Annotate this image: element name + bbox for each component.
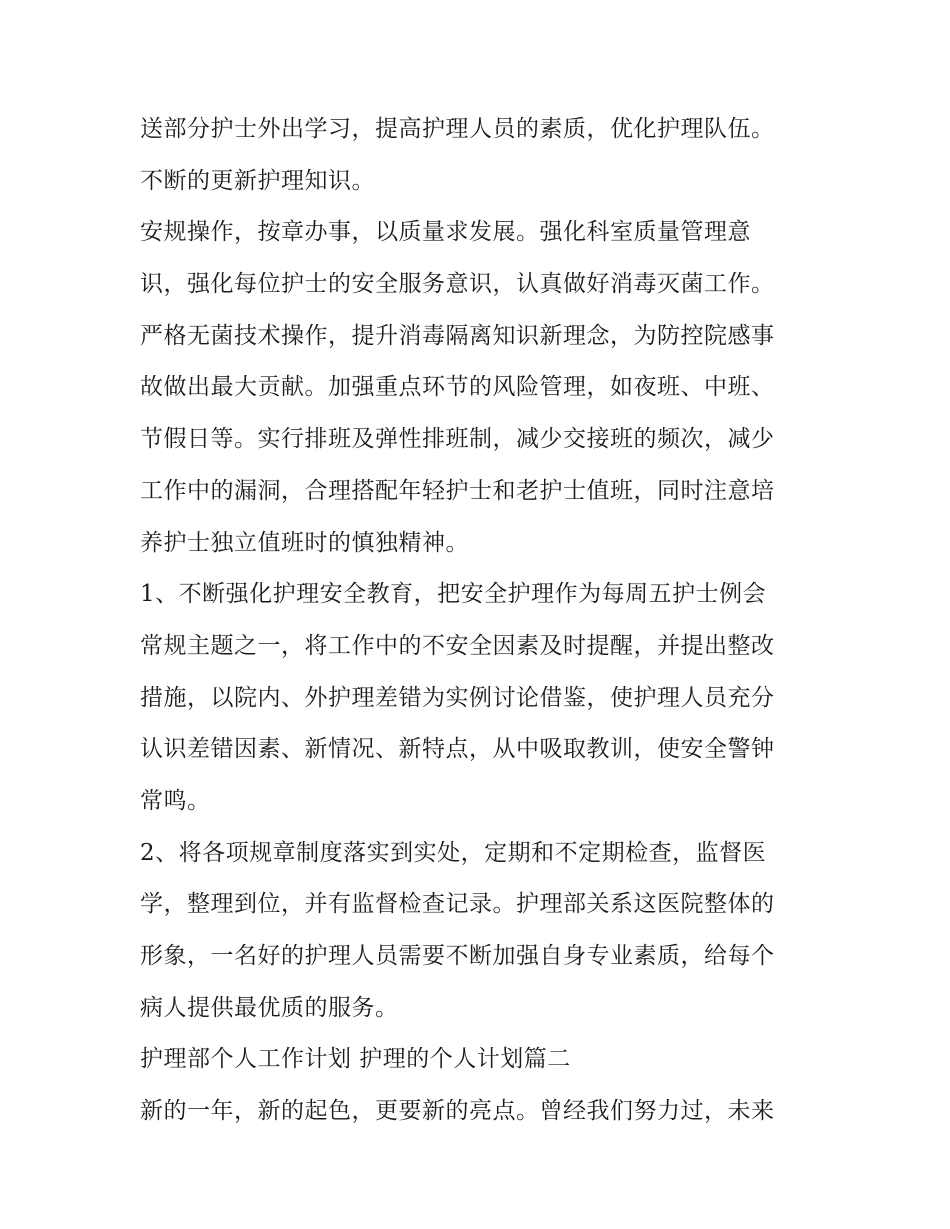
list-item-2-line: 形象，一名好的护理人员需要不断加强自身专业素质，给每个 — [140, 943, 775, 969]
text-line: 养护士独立值班时的慎独精神。 — [140, 529, 469, 556]
section-heading: 护理部个人工作计划 护理的个人计划篇二 — [140, 1046, 571, 1073]
text-line: 故做出最大贡献。加强重点环节的风险管理，如夜班、中班、 — [140, 374, 775, 401]
list-item-2-line: 2、将各项规章制度落实到实处，定期和不定期检查，监督医 — [140, 839, 767, 866]
text-line: 不断的更新护理知识。 — [140, 167, 375, 194]
text-line: 节假日等。实行排班及弹性排班制，减少交接班的频次，减少 — [140, 426, 775, 453]
text-line: 识，强化每位护士的安全服务意识，认真做好消毒灭菌工作。 — [140, 271, 775, 298]
list-item-2-line: 病人提供最优质的服务。 — [140, 994, 399, 1021]
list-item-1-line: 常规主题之一，将工作中的不安全因素及时提醒，并提出整改 — [140, 632, 775, 659]
text-line: 严格无菌技术操作，提升消毒隔离知识新理念，为防控院感事 — [140, 322, 775, 349]
list-item-2-line: 学，整理到位，并有监督检查记录。护理部关系这医院整体的 — [140, 891, 775, 918]
text-line: 安规操作，按章办事，以质量求发展。强化科室质量管理意 — [140, 219, 751, 246]
text-line: 送部分护士外出学习，提高护理人员的素质，优化护理队伍。 — [140, 116, 775, 142]
list-item-1-line: 1、不断强化护理安全教育，把安全护理作为每周五护士例会 — [140, 581, 767, 608]
document-body — [140, 104, 820, 1138]
text-line: 工作中的漏洞，合理搭配年轻护士和老护士值班，同时注意培 — [140, 477, 775, 504]
list-item-1-line: 常鸣。 — [140, 787, 211, 814]
list-item-1-line: 措施，以院内、外护理差错为实例讨论借鉴，使护理人员充分 — [140, 684, 775, 711]
list-item-1-line: 认识差错因素、新情况、新特点，从中吸取教训，使安全警钟 — [140, 736, 775, 763]
text-line: 新的一年，新的起色，更要新的亮点。曾经我们努力过，未来 — [140, 1098, 775, 1125]
